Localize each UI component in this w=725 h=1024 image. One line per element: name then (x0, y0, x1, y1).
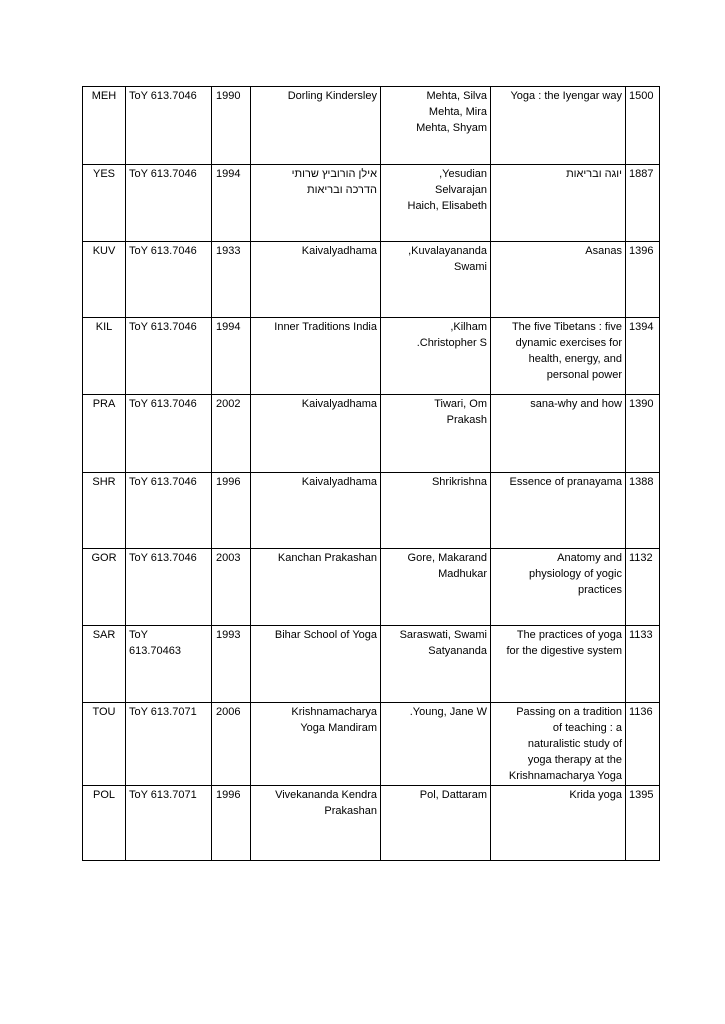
shelf-mark-line: ToY 613.7046 (129, 398, 197, 410)
title-cell (491, 87, 626, 165)
publisher-line: Krishnamacharya (291, 706, 377, 718)
record-id-cell (626, 626, 660, 703)
shelf-mark-line: ToY 613.7046 (129, 321, 197, 333)
author-line: Mehta, Shyam (416, 122, 487, 134)
publisher-cell (251, 165, 381, 242)
record-id-cell (626, 473, 660, 549)
call-number-code-cell (83, 242, 126, 318)
author-cell (381, 549, 491, 626)
publication-year-cell (212, 87, 251, 165)
author-cell (381, 242, 491, 318)
publication-year: 1993 (216, 629, 241, 641)
publication-year: 1994 (216, 168, 241, 180)
record-id: 1396 (629, 245, 654, 257)
table-row (83, 318, 660, 395)
record-id-cell (626, 242, 660, 318)
author-cell (381, 473, 491, 549)
publication-year-cell (212, 165, 251, 242)
title-cell (491, 703, 626, 786)
table-row (83, 87, 660, 165)
title-line: Krida yoga (569, 789, 622, 801)
table-row (83, 626, 660, 703)
record-id: 1390 (629, 398, 654, 410)
shelf-mark-line: ToY 613.7046 (129, 168, 197, 180)
publisher-line: הדרכה ובריאות (307, 184, 377, 196)
call-number-code-cell (83, 165, 126, 242)
author-line: Mehta, Silva (426, 90, 487, 102)
publication-year: 2002 (216, 398, 241, 410)
shelf-mark-line: ToY 613.7071 (129, 706, 197, 718)
author-cell (381, 165, 491, 242)
publisher-line: Kaivalyadhama (301, 476, 377, 488)
author-cell (381, 87, 491, 165)
call-number-code-cell (83, 87, 126, 165)
record-id-cell (626, 549, 660, 626)
shelf-mark-cell (126, 549, 212, 626)
record-id-cell (626, 87, 660, 165)
title-line: of teaching : a (552, 722, 622, 734)
title-cell (491, 626, 626, 703)
shelf-mark-line: ToY 613.7046 (129, 90, 197, 102)
shelf-mark-cell (126, 242, 212, 318)
call-number-code-cell (83, 626, 126, 703)
publication-year-cell (212, 318, 251, 395)
call-number-code: SAR (92, 629, 116, 641)
publication-year: 1996 (216, 476, 241, 488)
publisher-line: אילן הורוביץ שרותי (291, 168, 377, 180)
catalog-body (83, 87, 660, 861)
call-number-code-cell (83, 395, 126, 473)
publisher-line: Inner Traditions India (274, 321, 377, 333)
call-number-code: PRA (92, 398, 116, 410)
author-line: .Young, Jane W (409, 706, 487, 718)
title-line: dynamic exercises for (515, 337, 622, 349)
publication-year-cell (212, 703, 251, 786)
shelf-mark-cell (126, 165, 212, 242)
call-number-code: KUV (92, 245, 116, 257)
record-id: 1395 (629, 789, 654, 801)
title-line: The practices of yoga (516, 629, 622, 641)
record-id-cell (626, 318, 660, 395)
publication-year-cell (212, 786, 251, 861)
author-line: Tiwari, Om (434, 398, 487, 410)
title-line: Krishnamacharya Yoga (508, 770, 622, 782)
publisher-cell (251, 242, 381, 318)
publication-year-cell (212, 626, 251, 703)
publication-year: 1990 (216, 90, 241, 102)
publisher-line: Kanchan Prakashan (277, 552, 377, 564)
shelf-mark-cell (126, 87, 212, 165)
record-id-cell (626, 703, 660, 786)
shelf-mark-line: ToY 613.7046 (129, 245, 197, 257)
table-row (83, 165, 660, 242)
title-line: for the digestive system (506, 645, 622, 657)
title-line: Passing on a tradition (516, 706, 622, 718)
publisher-cell (251, 87, 381, 165)
author-line: ,Kilham (450, 321, 487, 333)
call-number-code: TOU (92, 706, 116, 718)
record-id: 1388 (629, 476, 654, 488)
table-row (83, 786, 660, 861)
call-number-code: GOR (91, 552, 117, 564)
publisher-cell (251, 703, 381, 786)
publication-year: 2003 (216, 552, 241, 564)
author-line: Gore, Makarand (407, 552, 487, 564)
author-line: Shrikrishna (431, 476, 487, 488)
author-line: Pol, Dattaram (419, 789, 487, 801)
title-line: יוגה ובריאות (566, 168, 622, 180)
table-row (83, 703, 660, 786)
title-cell (491, 395, 626, 473)
record-id: 1136 (629, 706, 653, 718)
author-cell (381, 703, 491, 786)
publisher-cell (251, 786, 381, 861)
publication-year: 1996 (216, 789, 241, 801)
shelf-mark-line: ToY 613.7046 (129, 476, 197, 488)
title-cell (491, 549, 626, 626)
shelf-mark-line: 613.70463 (129, 645, 181, 657)
publication-year: 1933 (216, 245, 241, 257)
publication-year: 2006 (216, 706, 241, 718)
title-line: practices (577, 584, 622, 596)
publication-year-cell (212, 395, 251, 473)
publisher-cell (251, 318, 381, 395)
publisher-cell (251, 626, 381, 703)
call-number-code: MEH (91, 90, 117, 102)
title-cell (491, 318, 626, 395)
title-line: yoga therapy at the (527, 754, 622, 766)
call-number-code-cell (83, 473, 126, 549)
title-line: physiology of yogic (529, 568, 622, 580)
author-cell (381, 626, 491, 703)
title-line: sana-why and how (530, 398, 622, 410)
author-line: Swami (453, 261, 487, 273)
shelf-mark-cell (126, 626, 212, 703)
title-line: The five Tibetans : five (511, 321, 622, 333)
call-number-code-cell (83, 786, 126, 861)
call-number-code: KIL (95, 321, 113, 333)
shelf-mark-cell (126, 395, 212, 473)
publication-year-cell (212, 473, 251, 549)
author-line: Prakash (446, 414, 487, 426)
shelf-mark-line: ToY 613.7046 (129, 552, 197, 564)
author-line: Selvarajan (435, 184, 487, 196)
title-cell (491, 786, 626, 861)
record-id-cell (626, 165, 660, 242)
call-number-code-cell (83, 549, 126, 626)
title-line: personal power (546, 369, 622, 381)
author-line: Madhukar (438, 568, 487, 580)
author-line: Haich, Elisabeth (407, 200, 487, 212)
title-line: Asanas (585, 245, 622, 257)
shelf-mark-cell (126, 473, 212, 549)
call-number-code-cell (83, 703, 126, 786)
call-number-code-cell (83, 318, 126, 395)
table-row (83, 549, 660, 626)
author-cell (381, 318, 491, 395)
publisher-line: Bihar School of Yoga (274, 629, 377, 641)
shelf-mark-line: ToY 613.7071 (129, 789, 197, 801)
publisher-line: Yoga Mandiram (300, 722, 377, 734)
shelf-mark-line: ToY (129, 629, 148, 641)
title-cell (491, 242, 626, 318)
record-id: 1394 (629, 321, 654, 333)
shelf-mark-cell (126, 318, 212, 395)
title-cell (491, 165, 626, 242)
title-cell (491, 473, 626, 549)
title-line: Essence of pranayama (509, 476, 622, 488)
call-number-code: SHR (92, 476, 116, 488)
title-line: naturalistic study of (527, 738, 622, 750)
author-line: Satyananda (428, 645, 487, 657)
shelf-mark-cell (126, 786, 212, 861)
title-line: Yoga : the Iyengar way (510, 90, 622, 102)
table-row (83, 395, 660, 473)
publisher-line: Dorling Kindersley (287, 90, 377, 102)
publisher-line: Prakashan (324, 805, 377, 817)
record-id-cell (626, 395, 660, 473)
publisher-line: Kaivalyadhama (301, 398, 377, 410)
record-id: 1132 (629, 552, 653, 564)
shelf-mark-cell (126, 703, 212, 786)
record-id: 1133 (629, 629, 653, 641)
table-row (83, 473, 660, 549)
author-cell (381, 395, 491, 473)
table-row (83, 242, 660, 318)
title-line: Anatomy and (557, 552, 622, 564)
title-line: health, energy, and (528, 353, 622, 365)
author-line: Mehta, Mira (428, 106, 487, 118)
publisher-cell (251, 549, 381, 626)
publication-year-cell (212, 549, 251, 626)
publisher-line: Vivekananda Kendra (275, 789, 377, 801)
catalog-table (82, 86, 660, 861)
publication-year: 1994 (216, 321, 241, 333)
author-line: ,Yesudian (439, 168, 487, 180)
record-id-cell (626, 786, 660, 861)
author-line: Saraswati, Swami (399, 629, 487, 641)
publisher-cell (251, 395, 381, 473)
publisher-cell (251, 473, 381, 549)
author-cell (381, 786, 491, 861)
publication-year-cell (212, 242, 251, 318)
call-number-code: YES (92, 168, 115, 180)
author-line: ,Kuvalayananda (408, 245, 487, 257)
publisher-line: Kaivalyadhama (301, 245, 377, 257)
record-id: 1887 (629, 168, 654, 180)
call-number-code: POL (92, 789, 115, 801)
record-id: 1500 (629, 90, 654, 102)
author-line: .Christopher S (416, 337, 487, 349)
